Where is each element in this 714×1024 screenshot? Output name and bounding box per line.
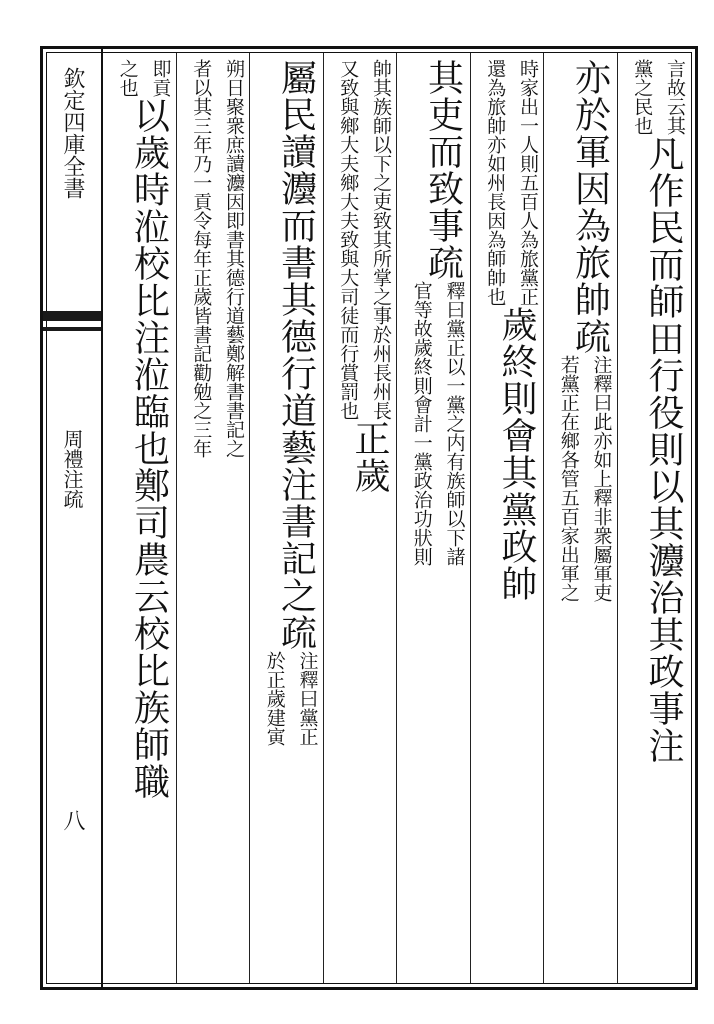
commentary-block: [181, 59, 247, 458]
commentary-line: 還為旅帥亦如州長因為師帥也: [484, 59, 507, 306]
fishtail-band-top: [43, 311, 101, 321]
main-text: 屬民讀灋而書其德行道藝注書記之疏: [275, 59, 317, 651]
column-rule: [470, 53, 471, 983]
column-rule: [543, 53, 544, 983]
column-rule: [176, 53, 177, 983]
commentary-block: [107, 59, 173, 97]
main-text: 以歲時涖校比注涖臨也鄭司農云校比族師職: [128, 97, 170, 800]
page-number: 八: [60, 809, 85, 831]
text-column: [548, 59, 614, 977]
commentary-block: [475, 59, 541, 306]
margin-column: [43, 49, 103, 987]
commentary-line: 又致與鄉大夫鄉大夫致與大司徒而行賞罰也: [337, 59, 360, 420]
fishtail-band-top-thin: [43, 327, 101, 331]
commentary-line: 於正歲建寅: [263, 651, 286, 746]
text-body: [105, 53, 691, 983]
column-rule: [617, 53, 618, 983]
commentary-block: [401, 281, 467, 566]
column-rule: [396, 53, 397, 983]
commentary-block: [622, 59, 688, 135]
commentary-line: 即貢: [149, 59, 172, 97]
commentary-line: 帥其族師以下之吏致其所掌之事於州長州長: [370, 59, 392, 420]
commentary-line: 之也: [116, 59, 139, 97]
text-column: [475, 59, 541, 977]
commentary-line: 注釋曰黨正: [296, 651, 319, 746]
commentary-line: 注釋曰此亦如上釋非衆屬軍吏: [590, 355, 613, 602]
main-text: 亦於軍因為旅帥疏: [569, 59, 611, 355]
text-column: [401, 59, 467, 977]
book-header: 欽定四庫全書: [60, 67, 85, 199]
commentary-line: 時家出一人則五百人為旅黨正: [517, 59, 539, 306]
text-column: [622, 59, 688, 977]
column-rule: [249, 53, 250, 983]
column-rule: [323, 53, 324, 983]
text-column: [254, 59, 320, 977]
main-text: 歲終則會其黨政帥: [496, 306, 537, 602]
commentary-line: 官等故歲終則會計一黨政治功狀則: [410, 281, 433, 566]
main-text: 凡作民而師田行役則以其灋治其政事注: [643, 135, 684, 764]
commentary-line: 言故云其: [664, 59, 686, 135]
text-column: [328, 59, 394, 977]
text-column: [181, 59, 247, 977]
commentary-block: [254, 651, 320, 746]
commentary-line: 朔日聚衆庶讀灋因即書其德行道藝鄭解書書記之: [223, 59, 245, 458]
commentary-line: 黨之民也: [631, 59, 654, 135]
commentary-line: 若黨正在鄉各管五百家出軍之: [557, 355, 580, 602]
page-frame: [40, 46, 698, 990]
main-text: 正歲: [349, 420, 390, 494]
commentary-line: 者以其三年乃一貢令每年正歲皆書記勸勉之三年: [190, 59, 213, 458]
main-text: 其吏而致事疏: [422, 59, 464, 281]
commentary-block: [548, 355, 614, 602]
commentary-line: 釋曰黨正以一黨之内有族師以下諸: [443, 281, 466, 566]
commentary-block: [328, 59, 394, 420]
book-title: 周禮注疏: [60, 429, 84, 509]
text-column: [107, 59, 173, 977]
